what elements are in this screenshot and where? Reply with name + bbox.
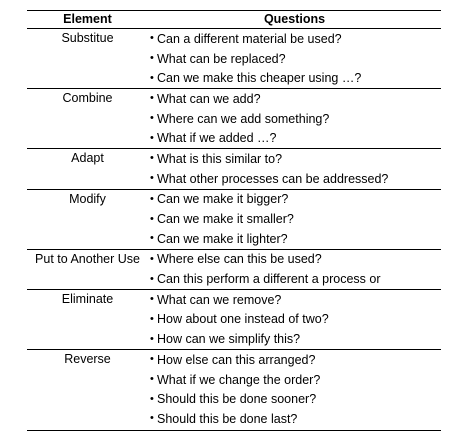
element-name: Put to Another Use [35,251,140,266]
bullet-icon: • [150,272,154,285]
bullet-icon: • [150,373,154,386]
bullet-icon: • [150,312,154,325]
question-item [150,149,441,169]
element-name: Substitue [61,31,114,45]
question-text: Should this be done sooner? [157,392,317,407]
question-item [150,169,441,189]
table-row-group [27,190,441,250]
element-name: Eliminate [61,291,114,306]
questions-column-header: Questions [263,12,326,26]
bullet-icon: • [150,293,154,306]
questions-list [148,149,441,188]
bullet-icon: • [150,32,154,45]
question-text: Where else can this be used? [157,252,322,267]
bullet-icon: • [150,52,154,65]
bullet-icon: • [150,232,154,245]
question-item [150,68,441,88]
question-item [150,329,441,349]
table-row-group [27,29,441,89]
element-name: Modify [69,191,106,206]
question-item [150,190,441,210]
question-text: What if we added …? [157,131,277,146]
question-item [150,128,441,148]
table-row-group [27,89,441,149]
bullet-icon: • [150,392,154,405]
questions-list [148,29,441,88]
question-item [150,310,441,330]
question-text: Can we make it lighter? [157,231,288,246]
question-text: How else can this arranged? [157,352,316,367]
question-item [150,29,441,49]
question-text: Can we make this cheaper using …? [157,71,362,86]
question-item [150,269,441,289]
bullet-icon: • [150,192,154,205]
bullet-icon: • [150,152,154,165]
table-row-group [27,290,441,350]
table-body [27,29,441,429]
question-text: Can we make it bigger? [157,192,289,207]
table-header-row [27,11,441,29]
question-text: Can this perform a different a process or [157,272,381,287]
question-item [150,250,441,270]
question-item [150,89,441,109]
element-name: Combine [62,91,113,106]
question-item [150,109,441,129]
bullet-icon: • [150,332,154,345]
questions-list [148,250,441,289]
question-item [150,290,441,310]
question-item [150,409,441,429]
question-item [150,209,441,229]
bullet-icon: • [150,353,154,366]
question-text: What can be replaced? [157,51,286,66]
question-text: Should this be done last? [157,411,298,426]
question-text: Can we make it smaller? [157,212,294,227]
question-text: What if we change the order? [157,372,321,387]
bullet-icon: • [150,212,154,225]
bullet-icon: • [150,112,154,125]
element-name: Reverse [64,352,111,366]
questions-list [148,89,441,148]
question-text: How can we simplify this? [157,332,301,347]
question-text: How about one instead of two? [157,312,329,327]
table-bottom-rule [27,430,441,431]
table-row-group [27,149,441,189]
question-text: What can we remove? [157,292,282,307]
question-text: Can a different material be used? [157,31,342,46]
scamper-table [27,10,441,429]
question-text: Where can we add something? [157,111,330,126]
question-text: What is this similar to? [157,151,283,166]
bullet-icon: • [150,412,154,425]
bullet-icon: • [150,71,154,84]
questions-list [148,290,441,349]
questions-list [148,190,441,249]
question-text: What can we add? [157,91,261,106]
question-item [150,350,441,370]
question-text: What other processes can be addressed? [157,171,389,186]
question-item [150,49,441,69]
element-name: Adapt [71,151,104,166]
bullet-icon: • [150,172,154,185]
element-column-header: Element [63,12,112,26]
question-item [150,389,441,409]
questions-list [148,350,441,429]
bullet-icon: • [150,92,154,105]
bullet-icon: • [150,131,154,144]
question-item [150,370,441,390]
question-item [150,229,441,249]
bullet-icon: • [150,252,154,265]
table-row-group [27,350,441,429]
table-row-group [27,250,441,290]
